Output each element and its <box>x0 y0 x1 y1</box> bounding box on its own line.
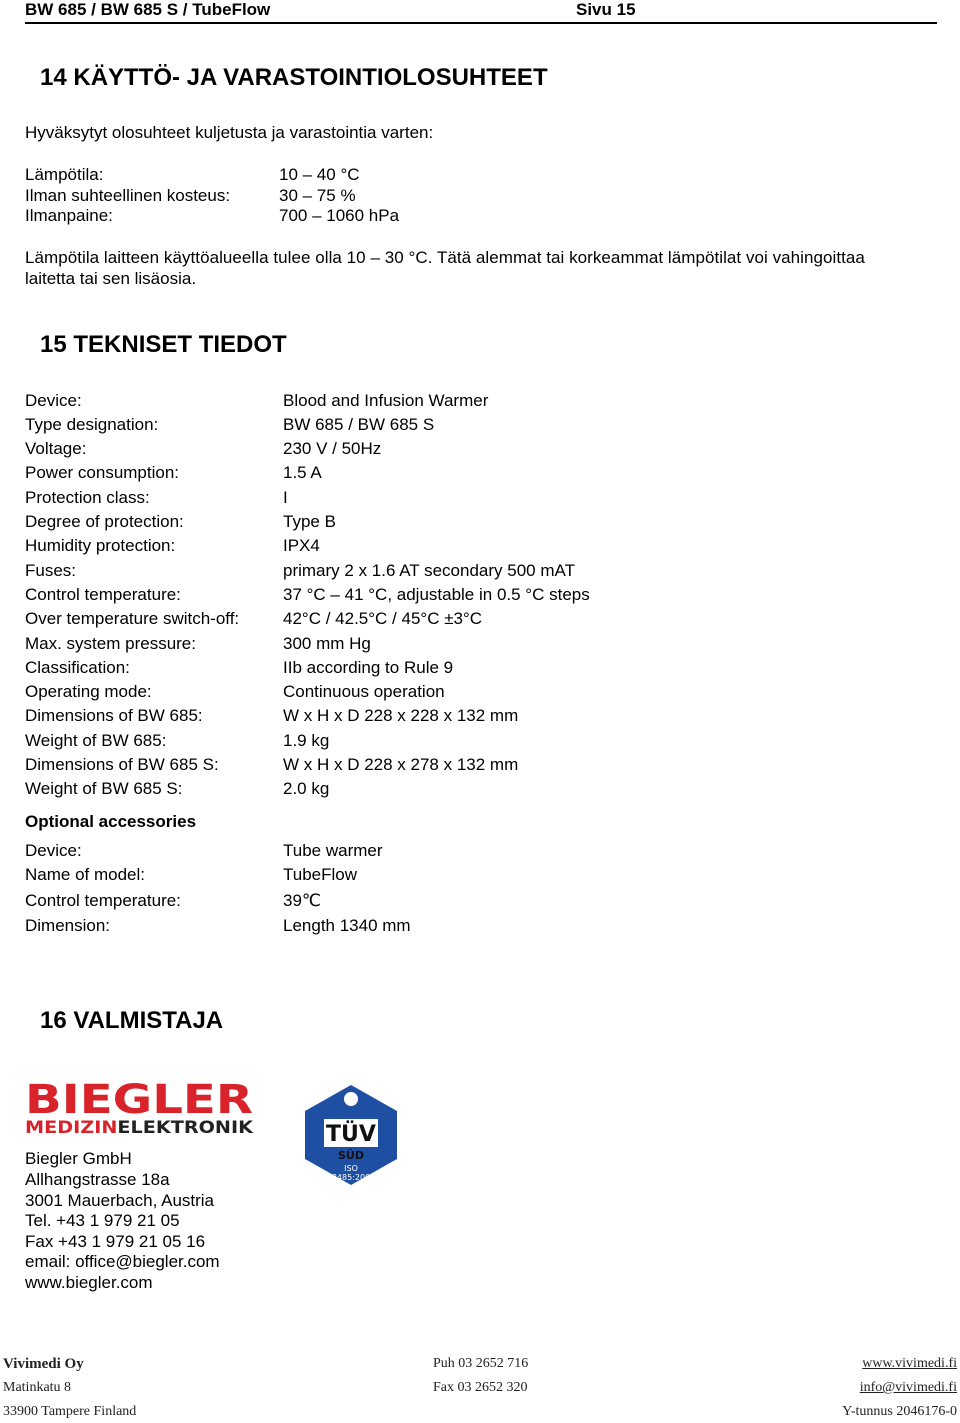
condition-value: 700 – 1060 hPa <box>279 206 400 225</box>
address-line: 3001 Mauerbach, Austria <box>25 1191 215 1210</box>
spec-label: Degree of protection: <box>25 512 184 531</box>
spec-value: I <box>283 488 288 507</box>
accessory-value: TubeFlow <box>283 865 358 884</box>
address-line: Tel. +43 1 979 21 05 <box>25 1211 180 1230</box>
footer-business-id: Y-tunnus 2046176-0 <box>842 1404 957 1419</box>
footer-street: Matinkatu 8 <box>3 1380 72 1395</box>
biegler-logo <box>25 1080 255 1135</box>
accessory-label: Device: <box>25 841 82 860</box>
spec-value: W x H x D 228 x 228 x 132 mm <box>283 706 519 725</box>
tuv-sud-certification-logo <box>300 1083 402 1187</box>
spec-value: Blood and Infusion Warmer <box>283 391 489 410</box>
tuv-sud-text: SÜD <box>338 1149 364 1162</box>
accessory-value: Length 1340 mm <box>283 916 411 935</box>
accessories-heading: Optional accessories <box>25 812 197 831</box>
spec-label: Control temperature: <box>25 585 181 604</box>
address-email[interactable]: email: office@biegler.com <box>25 1252 220 1271</box>
spec-value: 300 mm Hg <box>283 634 371 653</box>
spec-value: 2.0 kg <box>283 779 330 798</box>
spec-value: 230 V / 50Hz <box>283 439 382 458</box>
spec-value: Type B <box>283 512 336 531</box>
biegler-logo-sub-part1: MEDIZIN <box>25 1118 107 1135</box>
page-header <box>25 0 937 24</box>
address-line: Biegler GmbH <box>25 1149 132 1168</box>
footer-website-link[interactable]: www.vivimedi.fi <box>862 1356 957 1371</box>
spec-value: IIb according to Rule 9 <box>283 658 454 677</box>
spec-value: 42°C / 42.5°C / 45°C ±3°C <box>283 609 483 628</box>
condition-label: Ilman suhteellinen kosteus: <box>25 186 231 205</box>
svg-text:MEDIZINELEKTRONIK <box>25 1118 254 1135</box>
spec-label: Power consumption: <box>25 463 180 482</box>
accessory-label: Name of model: <box>25 865 145 884</box>
accessory-value: 39℃ <box>283 891 322 910</box>
accessory-label: Dimension: <box>25 916 111 935</box>
header-page-number: Sivu 15 <box>576 0 636 19</box>
section-14-heading: 14 KÄYTTÖ- JA VARASTOINTIOLOSUHTEET <box>40 64 548 91</box>
spec-value: primary 2 x 1.6 AT secondary 500 mAT <box>283 561 575 580</box>
spec-value: BW 685 / BW 685 S <box>283 415 435 434</box>
section-14-note-line1: Lämpötila laitteen käyttöalueella tulee olla 10 – 30 °C. Tätä alemmat tai korkeammat lämpötilat voi vahingoittaa <box>25 248 865 267</box>
spec-label: Over temperature switch-off: <box>25 609 240 628</box>
accessory-label: Control temperature: <box>25 891 181 910</box>
spec-label: Protection class: <box>25 488 150 507</box>
accessory-value: Tube warmer <box>283 841 383 860</box>
spec-label: Classification: <box>25 658 130 677</box>
spec-label: Max. system pressure: <box>25 634 196 653</box>
tuv-text: TÜV <box>326 1122 376 1147</box>
footer-city: 33900 Tampere Finland <box>3 1404 137 1419</box>
spec-label: Device: <box>25 391 82 410</box>
footer-phone: Puh 03 2652 716 <box>433 1356 529 1371</box>
footer-fax: Fax 03 2652 320 <box>433 1380 528 1395</box>
spec-label: Fuses: <box>25 561 77 580</box>
condition-value: 10 – 40 °C <box>279 165 360 184</box>
spec-label: Humidity protection: <box>25 536 176 555</box>
condition-label: Lämpötila: <box>25 165 104 184</box>
spec-value: 1.5 A <box>283 463 322 482</box>
address-line: Allhangstrasse 18a <box>25 1170 170 1189</box>
address-website[interactable]: www.biegler.com <box>25 1273 153 1292</box>
spec-value: W x H x D 228 x 278 x 132 mm <box>283 755 519 774</box>
spec-value: 37 °C – 41 °C, adjustable in 0.5 °C steps <box>283 585 590 604</box>
spec-label: Operating mode: <box>25 682 152 701</box>
biegler-logo-wordmark: BIEGLER <box>25 1080 253 1123</box>
biegler-logo-sub-part2: ELEKTRONIK <box>117 1118 238 1135</box>
spec-label: Weight of BW 685 S: <box>25 779 183 798</box>
spec-label: Type designation: <box>25 415 159 434</box>
spec-value: Continuous operation <box>283 682 445 701</box>
spec-value: 1.9 kg <box>283 731 330 750</box>
footer-company: Vivimedi Oy <box>3 1356 84 1372</box>
tuv-emblem-icon <box>344 1092 358 1106</box>
spec-label: Dimensions of BW 685 S: <box>25 755 219 774</box>
condition-label: Ilmanpaine: <box>25 206 113 225</box>
section-14-note-line2: laitetta tai sen lisäosia. <box>25 269 197 288</box>
footer-email-link[interactable]: info@vivimedi.fi <box>859 1380 957 1395</box>
spec-label: Weight of BW 685: <box>25 731 167 750</box>
section-14-intro: Hyväksytyt olosuhteet kuljetusta ja varastointia varten: <box>25 123 434 142</box>
address-line: Fax +43 1 979 21 05 16 <box>25 1232 206 1251</box>
section-16-heading: 16 VALMISTAJA <box>40 1007 224 1034</box>
condition-value: 30 – 75 % <box>279 186 356 205</box>
header-document-title: BW 685 / BW 685 S / TubeFlow <box>25 0 271 19</box>
tuv-iso-number: 13485:2003 <box>326 1173 376 1182</box>
spec-value: IPX4 <box>283 536 320 555</box>
section-15-heading: 15 TEKNISET TIEDOT <box>40 331 287 358</box>
tuv-iso-label: ISO <box>344 1164 358 1173</box>
spec-label: Dimensions of BW 685: <box>25 706 203 725</box>
spec-label: Voltage: <box>25 439 87 458</box>
